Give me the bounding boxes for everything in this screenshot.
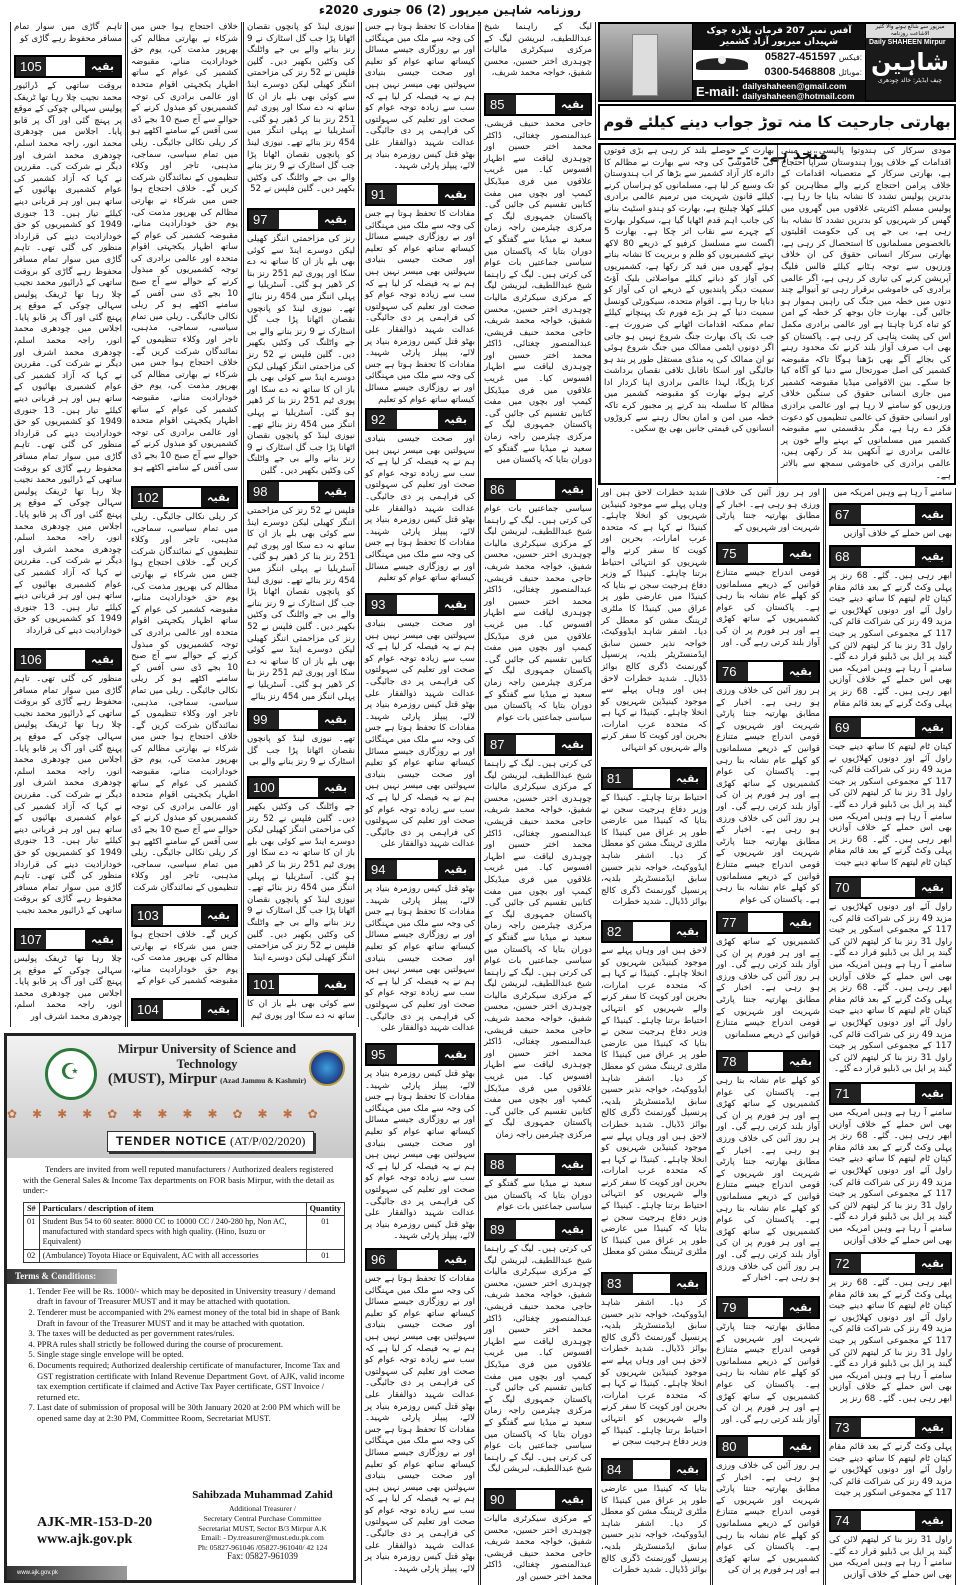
ajk-seal-icon: [45, 1048, 97, 1100]
continuation-number: 97: [249, 210, 279, 229]
continuation-number: 87: [486, 735, 516, 754]
email-1[interactable]: dailyshaheen@gmail.com: [742, 81, 847, 91]
university-short: (MUST), Mirpur: [107, 1071, 217, 1087]
column-4: [361, 22, 479, 1585]
column-8: [825, 488, 956, 1585]
continuation-label: بقیہ: [85, 930, 120, 949]
article-text: بروقت ساتھی کے ڈرائیور محمد نجیب چلا رہا تھا ٹریفک پولیس سہالی چوکی کے موقع پر پہنچ گئی اور آگ پر قابو پایا۔ اجلاس میں چودھری محمد انور، راجہ محمد اسلم، چودھری محمد اشرف اور دیگر نے شرکت کی۔ مقررین نے کہا کہ آزاد کشمیر کی عوام کشمیری بھائیوں کے ساتھ ہیں اور ہر قربانی دینے کیلئے تیار ہیں۔ 13 جنوری 1949 کو کشمیریوں کو حق خودارادیت دینے کی قرارداد منظور کی گئی تھی۔ تاہم گاڑی میں سوار تمام مسافر محفوظ رہے گاڑی کو بروقت ساتھی کے ڈرائیور محمد نجیب چلا رہا تھا ٹریفک پولیس سہالی چوکی کے موقع پر پہنچ گئی اور آگ پر قابو پایا۔ اجلاس میں چودھری محمد انور، راجہ محمد اسلم، چودھری محمد اشرف اور دیگر نے شرکت کی۔ مقررین نے کہا کہ آزاد کشمیر کی عوام کشمیری بھائیوں کے ساتھ ہیں اور ہر قربانی دینے کیلئے تیار ہیں۔ 13 جنوری 1949 کو کشمیریوں کو حق خودارادیت دینے کی قرارداد منظور کی گئی تھی۔ تاہم گاڑی میں سوار تمام مسافر محفوظ رہے گاڑی کو بروقت ساتھی کے ڈرائیور محمد نجیب چلا رہا تھا ٹریفک پولیس سہالی چوکی کے موقع پر پہنچ گئی اور آگ پر قابو پایا۔ اجلاس میں چودھری محمد انور، راجہ محمد اسلم، چودھری محمد اشرف اور دیگر نے شرکت کی۔ مقررین نے کہا کہ آزاد کشمیر کی عوام کشمیری بھائیوں کے ساتھ ہیں اور ہر قربانی دینے کیلئے تیار ہیں۔ 13 جنوری 1949 کو کشمیریوں کو حق خودارادیت دینے کی قرارداد: [14, 81, 122, 636]
article-text: قومی اندراج جیسے متنازع قوانین کے ذریعے مسلمانوں کو کھلے عام نشانہ بنا رہی ہے۔ پاکستان کی عوام کشمیریوں کے ساتھ کھڑی ہے اور ہر فورم پر ان کی آواز بلند کرتی رہے گی۔ اور: [716, 568, 820, 648]
article-text: سیاسی جماعتیں بات عوام کی کرتی ہیں۔ لیگ کے راہنما شیخ عبداللطیف، لبریشن لیگ کے مرکزی سیکرٹری مالیات چوہدری اختر حسین، محسن شفیق، خواجہ محمد شریف، حاجی محمد حنیف قریشی، عبدالمنصور چغتائی، ڈاکٹر محمد اختر حسین اور چوہدری لیاقت سے اظہار افسوس کیا۔ میں غریب علاقوں میں فری میڈیکل کیمپ اور بچوں میں مفت کتابیں تقسیم کی جائیں گی۔ پاکستان جمہوری لیگ کے مرکزی چیئرمین راجہ زمان سعید نے میڈیا سے گفتگو کے دوران بتایا کہ پاکستان میں سیاسی جماعتیں بات عوام: [484, 504, 592, 723]
continuation-label: بقیہ: [318, 482, 353, 501]
monument-photo: [600, 24, 692, 100]
article-text: خلاف احتجاج ہوا جس میں شرکاء نے بھارتی مظالم کی بھرپور مذمت کی، یوم حق خودارادیت منانے، مقبوضہ کشمیر کی عوام کے ساتھ اظہار یکجہتی اقوام متحدہ اور عالمی برادری کی توجہ کشمیریوں کو مبذول کرنے کے حوالے سے آج صبح 10 بجے ڈی سی آفس کے سامنے اکٹھے ہو کر ریلی نکالی جائیگی۔ ریلی میں تمام سیاسی، سماجی، مذہبی، تاجر اور وکلاء تنظیموں کے نمائندگان شرکت کریں گے۔ خلاف احتجاج ہوا جس میں شرکاء نے بھارتی مظالم کی بھرپور مذمت کی، یوم حق خودارادیت منانے، مقبوضہ کشمیر کی عوام کے ساتھ اظہار یکجہتی اقوام متحدہ اور عالمی برادری کی توجہ کشمیریوں کو مبذول کرنے کے حوالے سے آج صبح 10 بجے ڈی سی آفس کے سامنے اکٹھے ہو کر ریلی نکالی جائیگی۔ ریلی میں تمام سیاسی، سماجی، مذہبی، تاجر اور وکلاء تنظیموں کے نمائندگان شرکت کریں گے۔ خلاف احتجاج ہوا جس میں شرکاء نے بھارتی مظالم کی بھرپور مذمت کی، یوم حق خودارادیت منانے، مقبوضہ کشمیر کی عوام کے ساتھ اظہار یکجہتی اقوام متحدہ اور عالمی برادری کی توجہ کشمیریوں کو مبذول کرنے کے حوالے سے آج صبح 10 بجے ڈی سی آفس کے سامنے اکٹھے ہو: [131, 22, 238, 473]
article-text: کے مرکزی سیکرٹری مالیات چوہدری اختر حسین، محسن شفیق، خواجہ محمد شریف، حاجی محمد حنیف قریشی، عبدالمنصور چغتائی، ڈاکٹر محمد اختر حسین اور: [484, 1514, 592, 1582]
continuation-box: [716, 1296, 820, 1319]
continuation-number: 90: [486, 1490, 516, 1509]
continuation-number: 99: [249, 710, 279, 729]
article-text: سے کوئی بھی بلے باز ان کا ساتھ نہ دے سکا اور پوری ٹیم: [247, 999, 355, 1021]
continuation-label: بقیہ: [201, 488, 236, 507]
article-text: ابھر رہی ہیں۔ گئے۔ 68 رنز پر پہلی وکٹ گرنے کے بعد قائم مقام کپتان ٹام لیتھم کا ساتھ دینے جیت راول آئے اور دونوں کھلاڑیوں نے مزید 49 رنز کی شراکت قائم کی، 117 کے مجموعی اسکور پر جیت راول 31 رنز بنا کر لیتھم لائن کی گیند پر ایل بی ڈبلیو قرار دے گئے۔ سامنے آ رہا ہے وہیں امریکہ میں بھی اس حملے کے خلاف آوازیں ابھر رہی ہیں۔ گئے۔ 68 رنز پر: [829, 1278, 953, 1404]
continuation-label: بقیہ: [555, 1220, 590, 1239]
continuation-box: [484, 1153, 592, 1176]
continuation-box: [601, 1272, 707, 1295]
continuation-label: بقیہ: [783, 1437, 818, 1456]
continuation-label: بقیہ: [201, 906, 236, 925]
article-text: احتیاط برتنا چاہئے۔ کینیڈا کے وزیر دفاع ہرجیت سجن نے بتایا کہ کینیڈا میں عارضی طور پر عراق میں کینیڈا کا ملٹری ٹریننگ مشن کو معطل کر دیا۔ اشفر شاہد ایڈووکیٹ، خواجہ نذیر حسین سابق ایڈمنسٹریٹر بلدیہ، پرنسپل گورنمنٹ ڈگری کالج بوائز ڈڈیال۔ شدید خطرات: [601, 793, 707, 908]
continuation-box: [829, 876, 952, 899]
continuation-number: 74: [831, 1511, 861, 1530]
article-text: رنز کی مزاحمتی اننگز کھیلی لیکن دوسرے اینڈ سے کوئی بھی بلے باز ان کا ساتھ نہ دے سکا اور پوری ٹیم 251 رنز بنا کر ڈھیر ہو گئی۔ آسٹریلیا نے پہلی اننگز میں 454 رنز بنائے تھے۔ نیوزی لینڈ کو پانچوں نقصان اٹھانا پڑا جب گل اسٹارک نے 9 رنز بنانے والے بی جے واٹلنگ کی وکٹیں بکھیر دیں۔ گلین فلپس نے 52 رنز کی مزاحمتی اننگز کھیلی لیکن دوسرے اینڈ سے کوئی بھی بلے باز ان کا ساتھ نہ دے سکا اور پوری ٹیم 251 رنز بنا کر ڈھیر ہو گئی۔ آسٹریلیا نے پہلی اننگز میں 454 رنز بنائے تھے۔ نیوزی لینڈ کو پانچوں نقصان اٹھانا پڑا جب گل اسٹارک نے 9 رنز بنانے والے بی جے واٹلنگ کی وکٹیں بکھیر دیں۔ گلین: [247, 234, 356, 476]
continuation-number: 76: [718, 662, 748, 681]
mobile-label: موبائل:: [838, 68, 862, 77]
article-text: تھے۔ نیوزی لینڈ کو پانچوں نقصان اٹھانا پڑا جب گل اسٹارک نے 9 رنز بنانے والے بی: [247, 734, 355, 768]
ad-website[interactable]: www.ajk.gov.pk: [37, 1532, 133, 1547]
mobile-number: 0300-5468808: [764, 66, 836, 78]
continuation-box: [601, 767, 707, 790]
article-text: سامنے آ رہا ہے وہیں امریکہ میں: [833, 488, 952, 498]
continuation-number: 105: [16, 57, 46, 76]
continuation-box: [829, 1416, 952, 1439]
continuation-box: [829, 1082, 952, 1105]
terms-list: 1. Tender Fee will be Rs. 1000/- which may be deposited in University treasury / demand draft in favour of Treasurer MUST and it may be attached with quotation. 2. Tenderer must be accompanied with 2% earnest money of the total bid in shape of Bank Draft in favour of the Treasurer MUST and it may be attached with quotation. 3. The taxes will be deducted as per government rates/rules. 4. PPRA rules shall strictly be followed during the course of procurement. 5. Single stage single envelope will be opted. 6. Documents required; Authorized dealership certificate of manufacturer, Income Tax and GST registration certificate with Inland Revenue Department Govt. of AJK, valid income tax exemption certificate if claimed and Active Tax Payer certificate, GST Invoice / returned etc. 7. Last date of submission of proposal will be 30th January 2020 at 2:00 PM which will be opened same day at 2:30 PM, Committee Room, Secretariat MUST.: [23, 1286, 345, 1424]
continuation-label: بقیہ: [783, 662, 818, 681]
continuation-number: 104: [133, 1000, 163, 1019]
continuation-number: 67: [831, 505, 861, 524]
column-5: [480, 22, 596, 1585]
continuation-label: بقیہ: [438, 1250, 473, 1269]
article-text: ہر روز آئین کی خلاف ورزی ہو رہی ہے۔ اخبار کے مطابق بھارتیہ جنتا پارٹی شہریت اور شہریوں کے قومی اندراج جیسے متنازع قوانین کے ذریعے مسلمانوں کو کھلے عام نشانہ بنا رہی ہے۔ پاکستان کی عوام کشمیریوں کے ساتھ کھڑی ہے اور ہر فورم پر ان کی آواز بلند کرتی رہے گی۔ اور ہر روز آئین کی خلاف ورزی ہو رہی ہے۔ اخبار کے مطابق بھارتیہ جنتا پارٹی شہریت اور شہریوں کے قومی اندراج جیسے متنازع قوانین کے ذریعے مسلمانوں کو کھلے عام نشانہ بنا رہی ہے۔ پاکستان کی عوام: [716, 686, 820, 905]
continuation-box: [484, 1218, 592, 1241]
article-text: بھٹو قتل کیس روزمرہ بنیاد پر لائے، پیپلز پارٹی شہید۔ مفادات کا تحفظ ہوتا ہے جس کی وجہ سے ملک میں مہنگائی اور بے روزگاری جیسے مسائل کیساتھ ساتھ عوام کو تعلیم اور صحت جیسی بنیادی سہولتیں بھی میسر نہیں ہیں ہم نے یہ فیصلہ کر لیا ہے کہ سب سے زیادہ توجہ عوام کو صحت اور تعلیم کی سہولتوں کی فراہمی پر دی جائیگی۔ عدالت شہید ذوالفقار علی بھٹو قتل کیس روزمرہ بنیاد پر لائے، پیپلز پارٹی شہید۔: [365, 1069, 475, 1242]
continuation-number: 72: [831, 1254, 861, 1273]
leaf-decoration: ✿ ✱ ✱ ✱ ✿ ✱ ✱ ✱ ✱ ✿ ✱ ✱ ✿: [7, 1108, 324, 1121]
continuation-box: [247, 973, 355, 996]
continuation-box: [484, 478, 592, 501]
continuation-number: 84: [603, 1460, 633, 1479]
story-left: بھارت کے حوصلے بلند کر رہی ہے بڑی قوتوں کی خاموشی کی وجہ سے بھارت نے مظالم کا دائرہ کار آزاد کشمیر سے بڑھا کر اب ہندوستان تک وسیع کر لیا ہے، مسلمانوں کو ہراساں کرنے کیلئے قانون شہریت میں ترمیم عالمی برادری کیلئے کھلا چیلنج ہے، بھارت کو ہندو اسٹیٹ بنانے کی جانب اہم قدم اٹھایا گیا ہے، سیکولر بھارت کے چہرے سے نقاب اتر چکا ہے۔ بھارت 5 اگست سے مسلسل کرفیو کے ذریعے 80 لاکھ نہتے کشمیریوں کو ظلم و بربریت کا نشانہ بناتے ہوئے گھروں میں قید کر رکھا ہے، کشمیریوں کی آواز کو دبانے کیلئے مواصلاتی بلیک آؤٹ سمیت دیگر پابندیوں کے ذریعے ان کی آواز کو دبایا جا رہا ہے۔ اقوام متحدہ، سیکورٹی کونسل سمیت دنیا کے ہر بڑے فورم تک پہنچانے کیلئے تمام ممکنہ اقدامات اٹھانے کی ضرورت ہے۔ جب تک پاک بھارت جنگ شروع نہیں ہو جاتی اگر دونوں ایٹمی ممالک میں جنگ شروع ہوئی تو ان ممالک کی یہ منڈی مستقل طور پر بند ہو جائیگی اور اسکا ناقابل تلافی نقصان برداشت کرنا پڑیگا، لہذا عالمی برادری اپنا کردار ادا کرتے ہوئے بھارت کو مقبوضہ کشمیر میں مظالم کا سلسلہ بند کرنے پر مجبور کرے تاکہ خطہ میں امن و امان بحال رہنے سے کروڑوں انسانوں کی قیمتی جانیں بھی بچ سکیں۔: [600, 145, 777, 483]
continuation-label: بقیہ: [670, 922, 705, 941]
continuation-box: [601, 920, 707, 943]
continuation-box: [14, 928, 122, 951]
continuation-box: [484, 733, 592, 756]
fax-label: فیکس:: [838, 53, 862, 62]
email-label: E-mail:: [696, 83, 740, 99]
continuation-label: بقیہ: [915, 547, 950, 566]
continuation-number: 80: [718, 1437, 748, 1456]
continuation-box: [131, 998, 238, 1021]
continuation-number: 100: [249, 778, 279, 797]
article-text: اور صحت جیسی بنیادی سہولتیں بھی میسر نہیں ہیں ہم نے یہ فیصلہ کر لیا ہے کہ سب سے زیادہ توجہ عوام کو صحت اور تعلیم کی سہولتوں کی فراہمی پر دی جائیگی۔ عدالت شہید ذوالفقار علی بھٹو قتل کیس روزمرہ بنیاد پر لائے، پیپلز پارٹی شہید۔ مفادات کا تحفظ ہوتا ہے جس کی وجہ سے ملک میں مہنگائی اور بے روزگاری جیسے مسائل کیساتھ ساتھ عوام کو تعلیم اور صحت جیسی بنیادی سہولتیں بھی میسر نہیں ہیں ہم نے یہ فیصلہ کر لیا ہے کہ سب سے زیادہ توجہ عوام کو صحت اور تعلیم کی سہولتوں کی فراہمی پر دی جائیگی۔ عدالت شہید ذوالفقار علی: [365, 619, 475, 850]
continuation-label: بقیہ: [438, 410, 473, 429]
continuation-box: [829, 1252, 952, 1275]
continuation-number: 69: [831, 718, 861, 737]
article-text: مفادات کا تحفظ ہوتا ہے جس کی وجہ سے ملک میں مہنگائی اور بے روزگاری جیسے مسائل کیساتھ ساتھ عوام کو تعلیم اور صحت جیسی بنیادی سہولتیں بھی میسر نہیں ہیں ہم نے یہ فیصلہ کر لیا ہے کہ سب سے زیادہ توجہ عوام کو صحت اور تعلیم کی سہولتوں کی فراہمی پر دی جائیگی۔ عدالت شہید ذوالفقار علی بھٹو قتل کیس روزمرہ بنیاد پر لائے، پیپلز پارٹی شہید۔ مفادات کا تحفظ ہوتا ہے جس کی وجہ سے ملک میں مہنگائی اور بے روزگاری جیسے مسائل کیساتھ ساتھ عوام کو تعلیم: [365, 209, 475, 405]
continuation-label: بقیہ: [915, 1418, 950, 1437]
article-text: بھی اس حملے کے خلاف آوازیں: [843, 529, 952, 539]
continuation-box: [14, 55, 122, 78]
continuation-number: 94: [367, 860, 397, 879]
article-text: بھٹو قتل کیس روزمرہ بنیاد پر لائے، پیپلز پارٹی شہید۔ مفادات کا تحفظ ہوتا ہے جس کی وجہ سے ملک میں مہنگائی اور بے روزگاری جیسے مسائل کیساتھ ساتھ عوام کو تعلیم اور صحت جیسی بنیادی سہولتیں بھی میسر نہیں ہیں ہم نے یہ فیصلہ کر لیا ہے کہ سب سے زیادہ توجہ عوام کو صحت اور تعلیم کی سہولتوں کی فراہمی پر دی جائیگی۔ عدالت شہید ذوالفقار علی: [365, 884, 475, 1034]
continuation-number: 96: [367, 1250, 397, 1269]
region: (Azad Jammu & Kashmir): [220, 1076, 307, 1085]
continuation-box: [247, 708, 355, 731]
continuation-number: 92: [367, 410, 397, 429]
continuation-box: [716, 1050, 820, 1073]
article-text: لیگ کے راہنما شیخ عبداللطیف، لبریشن لیگ کے مرکزی سیکرٹری مالیات چوہدری اختر حسین، محسن شفیق، خواجہ محمد شریف،: [484, 22, 592, 79]
table-row: 02 (Ambulance) Toyota Hiace or Equivalent, AC with all accessories 01: [24, 1249, 345, 1262]
tender-ref: (AT/P/02/2020): [230, 1134, 306, 1148]
table-row: 01 Student Bus 54 to 60 seater. 8000 CC to 10000 CC / 240-280 hp, Non AC, manufactured with standard specs with high quality. (Hino, Isuzu or Equivalent) 01: [24, 1215, 345, 1249]
continuation-number: 89: [486, 1220, 516, 1239]
tender-intro: Tenders are invited from well reputed manufacturers / Authorized dealers registered with the General Sales & Income Tax departments on FOR basis Mirpur, with the detail as under:-: [23, 1164, 335, 1196]
continuation-box: [716, 911, 820, 934]
continuation-label: بقیہ: [915, 718, 950, 737]
continuation-box: [14, 648, 122, 671]
continuation-box: [829, 716, 952, 739]
continuation-number: 70: [831, 878, 861, 897]
continuation-box: [829, 1509, 952, 1532]
continuation-box: [829, 503, 952, 526]
story-right: مودی سرکار کی ہندوتوا پالیسی پر مبنی اقدامات کے خلاف پورا ہندوستان سراپا احتجاج ہے، بھارتی سرکار کے متعصبانہ اقدامات کے خلاف پرامن احتجاج کرنے والے مظاہرین کو بدترین پولیس تشدد کا نشانہ بنایا جا رہا ہے، پولیس مسلم اکثریتی علاقوں میں گھروں میں گھس کر شہریوں کو بدترین تشدد کا نشانہ بنا رہی ہے، بی جے پی کی حکومت اقلیتوں بالخصوص مسلمانوں کا استحصال کر رہی ہے، بھارتی سرکار انسانی حقوق کی ان خلاف ورزیوں سے توجہ ہٹانے کیلئے فالس فلیگ آپریشن کرنے کی تیاری کر رہی ہے، اگر عالمی برادری کی خاموشی برقرار رہی تو آنیوالے چند دنوں میں خطہ میں جنگ کی راہیں ہموار ہو جائیں گی۔ بھارت جان بوجھ کر خطہ کے امن کو تباہ کرنا چاہتا ہے اور عالمی برادری مکمل اس کی پشت پناہی کر رہی ہے۔ پاکستان کو بھی اب صرف آواز بلند کرنے تک محدود رہنے کی بجائے آگے بھی بڑھنا ہوگا تاکہ مقبوضہ کشمیر کی اصل صورتحال سے دنیا کو آگاہ کیا جا سکے۔ بین الاقوامی میڈیا مقبوضہ کشمیر میں جاری انسانی حقوق کی سنگین خلاف ورزیوں کو سامنے لا رہا ہے اور عالمی برادری اور انسانی حقوق کی عالمی تنظیموں کو دعوت فکر دے رہا ہے، مگر بدقسمتی سے مقبوضہ کشمیر میں مسلمانوں کے بہنے والے خون پر عالمی برادری نے آنکھیں بند کر رکھی ہیں، عالمی برادری کی خاموشی سمجھ سے بالاتر ہے۔: [777, 145, 954, 483]
continuation-number: 95: [367, 1045, 397, 1064]
article-text: مفادات کا تحفظ ہوتا ہے جس کی وجہ سے ملک میں مہنگائی اور بے روزگاری جیسے مسائل کیساتھ ساتھ عوام کو تعلیم اور صحت جیسی بنیادی سہولتیں بھی میسر نہیں ہیں ہم نے یہ فیصلہ کر لیا ہے کہ سب سے زیادہ توجہ عوام کو صحت اور تعلیم کی سہولتوں کی فراہمی پر دی جائیگی۔ عدالت شہید ذوالفقار علی بھٹو قتل کیس روزمرہ بنیاد پر لائے، پیپلز پارٹی شہید۔ مفادات کا تحفظ ہوتا ہے جس کی وجہ سے ملک میں مہنگائی اور بے روزگاری جیسے مسائل کیساتھ ساتھ عوام کو تعلیم اور صحت جیسی بنیادی سہولتیں بھی میسر نہیں ہیں ہم نے یہ فیصلہ کر لیا ہے کہ سب سے زیادہ توجہ عوام کو صحت اور تعلیم کی سہولتوں کی فراہمی پر دی جائیگی۔ عدالت شہید ذوالفقار علی بھٹو قتل کیس روزمرہ بنیاد پر لائے، پیپلز پارٹی شہید۔: [365, 1274, 475, 1574]
article-text: ہر روز آئین کی خلاف ورزی ہو رہی ہے۔ اخبار کے مطابق بھارتیہ جنتا پارٹی شہریت اور شہریوں کے قومی اندراج جیسے متنازع قوانین کے ذریعے مسلمانوں کو کھلے عام نشانہ بنا رہی ہے۔ پاکستان کی عوام کشمیریوں کے ساتھ کھڑی ہے اور ہر فورم پر ان کی: [716, 1461, 820, 1576]
article-text: ابھر رہی ہیں۔ گئے۔ 68 رنز پر پہلی وکٹ گرنے کے بعد قائم مقام کپتان ٹام لیتھم کا ساتھ دینے جیت راول آئے اور دونوں کھلاڑیوں نے مزید 49 رنز کی شراکت قائم کی، 117 کے مجموعی اسکور پر جیت راول 31 رنز بنا کر لیتھم لائن کی گیند پر ایل بی ڈبلیو قرار دے گئے۔ سامنے آ رہا ہے وہیں امریکہ میں بھی اس حملے کے خلاف آوازیں ابھر رہی ہیں۔ گئے۔ 68 رنز پر پہلی وکٹ گرنے کے بعد قائم مقام: [829, 571, 953, 709]
article-text: تاہم گاڑی میں سوار تمام مسافر محفوظ رہے گاڑی کو: [14, 22, 122, 44]
continuation-label: بقیہ: [438, 860, 473, 879]
continuation-box: [365, 1248, 475, 1271]
email-2[interactable]: dailyshaheen@hotmail.com: [742, 91, 855, 101]
continuation-label: بقیہ: [555, 480, 590, 499]
editorial-headline: بھارتی جارحیت کا منہ توڑ جواب دینے کیلئے قوم متحد ہے۔۔۔۔۔: [598, 104, 956, 140]
continuation-label: بقیہ: [201, 1000, 236, 1019]
newspaper-logo: [866, 24, 954, 100]
continuation-number: 75: [718, 544, 748, 563]
article-text: کر دیا۔ اشفر شاہد ایڈووکیٹ، خواجہ نذیر حسین سابق ایڈمنسٹریٹر بلدیہ، پرنسپل گورنمنٹ ڈگری کالج بوائز ڈڈیال۔ شدید خطرات لاحق ہیں اور وہاں پہلے سے موجود کینیڈین شہریوں کو انخلا چاہئے۔ کینیڈا نے کہا ہے کہ متحدہ عرب امارات، بحرین اور کویت کا سفر کرنے والے شہریوں کو انتہائی احتیاط برتنا چاہئے۔ کینیڈا کے وزیر دفاع ہرجیت سجن نے: [601, 1298, 707, 1448]
continuation-label: بقیہ: [85, 650, 120, 669]
article-text: اور صحت جیسی بنیادی سہولتیں بھی میسر نہیں ہیں ہم نے یہ فیصلہ کر لیا ہے کہ سب سے زیادہ توجہ عوام کو صحت اور تعلیم کی سہولتوں کی فراہمی پر دی جائیگی۔ عدالت شہید ذوالفقار علی بھٹو قتل کیس روزمرہ بنیاد پر لائے، پیپلز پارٹی شہید۔ مفادات کا تحفظ ہوتا ہے جس کی وجہ سے ملک میں مہنگائی اور بے روزگاری جیسے مسائل کیساتھ ساتھ عوام کو تعلیم: [365, 434, 475, 584]
article-text: نیوزی لینڈ کو پانچوں نقصان اٹھانا پڑا جب گل اسٹارک نے 9 رنز بنانے والے بی جے واٹلنگ کی وکٹیں بکھیر دیں۔ گلین فلپس نے 52 رنز کی مزاحمتی اننگز کھیلی لیکن دوسرے اینڈ سے کوئی بھی بلے باز ان کا ساتھ نہ دے سکا اور پوری ٹیم 251 رنز بنا کر ڈھیر ہو گئی۔ آسٹریلیا نے پہلی اننگز میں 454 رنز بنائے تھے۔ نیوزی لینڈ کو پانچوں نقصان اٹھانا پڑا جب گل اسٹارک نے 9 رنز بنانے والے بی جے واٹلنگ کی وکٹیں بکھیر دیں۔ گلین فلپس نے 52: [247, 22, 355, 195]
continuation-label: بقیہ: [318, 975, 353, 994]
continuation-label: بقیہ: [670, 769, 705, 788]
continuation-number: 91: [367, 185, 397, 204]
article-text: حاجی محمد حنیف قریشی، عبدالمنصور چغتائی، ڈاکٹر محمد اختر حسین اور چوہدری لیاقت سے اظہار افسوس کیا۔ میں غریب علاقوں میں فری میڈیکل کیمپ اور بچوں میں مفت کتابیں تقسیم کی جائیں گی۔ پاکستان جمہوری لیگ کے مرکزی چیئرمین راجہ زمان سعید نے میڈیا سے گفتگو کے دوران بتایا کہ پاکستان میں سیاسی جماعتیں بات عوام کی کرتی ہیں۔ لیگ کے راہنما شیخ عبداللطیف، لبریشن لیگ کے مرکزی سیکرٹری مالیات چوہدری اختر حسین، محسن شفیق، خواجہ محمد شریف، حاجی محمد حنیف قریشی، عبدالمنصور چغتائی، ڈاکٹر محمد اختر حسین اور چوہدری لیاقت سے اظہار افسوس کیا۔ میں غریب علاقوں میں فری میڈیکل کیمپ اور بچوں میں مفت کتابیں تقسیم کی جائیں گی۔ پاکستان جمہوری لیگ کے مرکزی چیئرمین راجہ زمان سعید نے میڈیا سے گفتگو کے دوران بتایا کہ پاکستان میں: [484, 119, 592, 466]
continuation-box: [484, 93, 592, 116]
continuation-number: 79: [718, 1298, 748, 1317]
article-text: کشمیریوں کے ساتھ کھڑی ہے اور ہر فورم پر ان کی آواز بلند کرتی رہے گی۔ اور ہر روز آئین کی خلاف ورزی ہو رہی ہے۔ اخبار کے مطابق بھارتیہ جنتا پارٹی شہریت اور شہریوں کے قومی اندراج جیسے متنازع قوانین کے ذریعے مسلمانوں: [716, 937, 820, 1040]
continuation-box: [365, 593, 475, 616]
continuation-box: [365, 858, 475, 881]
terms-heading: Terms & Conditions:: [7, 1269, 117, 1284]
article-text: کو کھلے عام نشانہ بنا رہی ہے۔ پاکستان کی عوام کشمیریوں کے ساتھ کھڑی ہے اور ہر فورم پر ان کی آواز بلند کرتی رہے گی۔ اور ہر روز آئین کی خلاف ورزی ہو رہی ہے۔ اخبار کے مطابق بھارتیہ جنتا پارٹی شہریت اور شہریوں کے قومی اندراج جیسے متنازع قوانین کے ذریعے مسلمانوں کو کھلے عام نشانہ بنا رہی ہے۔ پاکستان کی عوام کشمیریوں کے ساتھ کھڑی ہے اور ہر فورم پر ان کی آواز بلند کرتی رہے گی۔ اور ہر روز آئین کی خلاف ورزی ہو رہی ہے۔ اخبار کے: [716, 1076, 820, 1284]
article-text: اور ہر روز آئین کی خلاف ورزی ہو رہی ہے۔ اخبار کے مطابق بھارتیہ جنتا پارٹی شہریت اور شہریوں کے: [716, 488, 820, 533]
continuation-number: 78: [718, 1052, 748, 1071]
article-text: منظور کی گئی تھی۔ تاہم گاڑی میں سوار تمام مسافر محفوظ رہے گاڑی کو بروقت ساتھی کے ڈرائیور محمد نجیب چلا رہا تھا ٹریفک پولیس سہالی چوکی کے موقع پر پہنچ گئی اور آگ پر قابو پایا۔ اجلاس میں چودھری محمد انور، راجہ محمد اسلم، چودھری محمد اشرف اور دیگر نے شرکت کی۔ مقررین نے کہا کہ آزاد کشمیر کی عوام کشمیری بھائیوں کے ساتھ ہیں اور ہر قربانی دینے کیلئے تیار ہیں۔ 13 جنوری 1949 کو کشمیریوں کو حق خودارادیت دینے کی قرارداد منظور کی گئی تھی۔ تاہم گاڑی میں سوار تمام مسافر محفوظ رہے گاڑی کو بروقت ساتھی کے ڈرائیور محمد نجیب: [14, 674, 122, 916]
continuation-label: بقیہ: [915, 1511, 950, 1530]
continuation-number: 77: [718, 913, 748, 932]
editorial-story: [598, 143, 956, 485]
continuation-label: بقیہ: [915, 505, 950, 524]
continuation-number: 68: [831, 547, 861, 566]
continuation-box: [365, 1043, 475, 1066]
continuation-label: بقیہ: [318, 778, 353, 797]
article-text: مفادات کا تحفظ ہوتا ہے جس کی وجہ سے ملک میں مہنگائی اور بے روزگاری جیسے مسائل کیساتھ ساتھ عوام کو تعلیم اور صحت جیسی بنیادی سہولتیں بھی میسر نہیں ہیں ہم نے یہ فیصلہ کر لیا ہے کہ سب سے زیادہ توجہ عوام کو صحت اور تعلیم کی سہولتوں کی فراہمی پر دی جائیگی۔ عدالت شہید ذوالفقار علی بھٹو قتل کیس روزمرہ بنیاد پر لائے، پیپلز پارٹی شہید۔: [365, 22, 475, 172]
continuation-box: [247, 480, 355, 503]
article-text: کریں گے۔ خلاف احتجاج ہوا جس میں شرکاء نے بھارتی مظالم کی بھرپور مذمت کی، یوم حق خودارادیت منانے، مقبوضہ کشمیر کی عوام کے: [131, 930, 238, 987]
footer-site: www.ajk.gov.pk: [7, 1566, 127, 1580]
article-text: بتایا کہ کینیڈا میں عارضی طور پر عراق میں کینیڈا کا ملٹری ٹریننگ مشن کو معطل کر دیا۔ اشفر شاہد ایڈووکیٹ، خواجہ نذیر حسین سابق ایڈمنسٹریٹر بلدیہ، پرنسپل گورنمنٹ ڈگری کالج بوائز ڈڈیال۔ شدید خطرات: [601, 1484, 707, 1576]
continuation-label: بقیہ: [318, 210, 353, 229]
article-text: کی کرتی ہیں۔ لیگ کے راہنما شیخ عبداللطیف، لبریشن لیگ کے مرکزی سیکرٹری مالیات چوہدری اختر حسین، محسن شفیق، خواجہ محمد شریف، حاجی محمد حنیف قریشی، عبدالمنصور چغتائی، ڈاکٹر محمد اختر حسین اور چوہدری لیاقت سے اظہار افسوس کیا۔ میں غریب علاقوں میں فری میڈیکل کیمپ اور بچوں میں مفت کتابیں تقسیم کی جائیں گی۔ پاکستان جمہوری لیگ کے مرکزی چیئرمین راجہ زمان سعید نے میڈیا سے گفتگو کے دوران بتایا کہ پاکستان میں سیاسی جماعتیں بات عوام کی کرتی ہیں۔ لیگ کے راہنما شیخ عبداللطیف، لبریشن لیگ: [484, 1244, 592, 1475]
continuation-number: 106: [16, 650, 46, 669]
article-text: چلا رہا تھا ٹریفک پولیس سہالی چوکی کے موقع پر پہنچ گئی اور آگ پر قابو پایا۔ اجلاس میں چودھری محمد انور، راجہ محمد اسلم، چودھری محمد اشرف اور: [14, 954, 122, 1022]
continuation-label: بقیہ: [915, 878, 950, 897]
article-text: راول 31 رنز بنا کر لیتھم لائن کی گیند پر ایل بی ڈبلیو قرار دے گئے۔ سامنے آ رہا ہے وہیں امریکہ میں بھی اس حملے کے خلاف آوازیں: [829, 1535, 952, 1580]
continuation-number: 71: [831, 1084, 861, 1103]
continuation-box: [247, 776, 355, 799]
continuation-number: 93: [367, 595, 397, 614]
fax-number: 05827-451597: [764, 51, 836, 63]
continuation-number: 101: [249, 975, 279, 994]
continuation-label: بقیہ: [555, 735, 590, 754]
article-text: راول آئے اور دونوں کھلاڑیوں نے مزید 49 رنز کی شراکت قائم کی، 117 کے مجموعی اسکور پر جیت راول 31 رنز بنا کر لیتھم لائن کی گیند پر ایل بی ڈبلیو قرار دے گئے۔ سامنے آ رہا ہے وہیں امریکہ میں بھی اس حملے کے خلاف آوازیں ابھر رہی ہیں۔ گئے۔ 68 رنز پر پہلی وکٹ گرنے کے بعد قائم مقام کپتان ٹام لیتھم کا ساتھ دینے جیت راول آئے اور دونوں کھلاڑیوں نے مزید 49 رنز کی شراکت قائم کی، 117 کے مجموعی اسکور پر جیت راول 31 رنز بنا کر لیتھم لائن کی گیند پر ایل بی ڈبلیو قرار دے گئے۔: [829, 902, 953, 1075]
column-6: [597, 488, 711, 1585]
continuation-label: بقیہ: [85, 57, 120, 76]
must-logo-icon: [309, 1050, 345, 1086]
continuation-number: 98: [249, 482, 279, 501]
masthead: [598, 22, 956, 102]
continuation-box: [247, 208, 355, 231]
continuation-box: [484, 1488, 592, 1511]
column-3: [243, 22, 359, 1027]
continuation-label: بقیہ: [318, 710, 353, 729]
continuation-label: بقیہ: [555, 1490, 590, 1509]
continuation-label: بقیہ: [915, 1084, 950, 1103]
continuation-box: [829, 545, 952, 568]
continuation-box: [716, 542, 820, 565]
continuation-box: [716, 1435, 820, 1458]
tender-notice-ad: [4, 1033, 356, 1583]
continuation-label: بقیہ: [438, 595, 473, 614]
continuation-number: 103: [133, 906, 163, 925]
article-text: سامنے آ رہا ہے وہیں امریکہ میں بھی اس حملے کے خلاف آوازیں ابھر رہی ہیں۔ گئے۔ 68 رنز پر پہلی وکٹ گرنے کے بعد قائم مقام کپتان ٹام لیتھم کا ساتھ دینے جیت راول آئے اور دونوں کھلاڑیوں نے مزید 49 رنز کی شراکت قائم کی، 117 کے مجموعی اسکور پر جیت راول 31 رنز بنا کر لیتھم لائن کی گیند پر ایل بی ڈبلیو قرار دے گئے۔ سامنے آ رہا ہے وہیں امریکہ میں بھی اس حملے کے خلاف آوازیں: [829, 1108, 953, 1246]
continuation-number: 73: [831, 1418, 861, 1437]
university-name: Mirpur University of Science and Technology: [117, 1042, 297, 1071]
continuation-number: 82: [603, 922, 633, 941]
dateline: روزنامہ شاہین میرپور (2) 06 جنوری 2020ء: [318, 3, 582, 17]
continuation-number: 81: [603, 769, 633, 788]
article-text: شدید خطرات لاحق ہیں اور وہاں پہلے سے موجود کینیڈین شہریوں کو انخلا چاہئے۔ کینیڈا نے کہا ہے کہ متحدہ عرب امارات، بحرین اور کویت کا سفر کرنے والے شہریوں کو انتہائی احتیاط برتنا چاہئے۔ کینیڈا کے وزیر دفاع ہرجیت سجن نے بتایا کہ کینیڈا میں عارضی طور پر عراق میں کینیڈا کا ملٹری ٹریننگ مشن کو معطل کر دیا۔ اشفر شاہد ایڈووکیٹ، خواجہ نذیر حسین سابق ایڈمنسٹریٹر بلدیہ، پرنسپل گورنمنٹ ڈگری کالج بوائز ڈڈیال۔ شدید خطرات لاحق ہیں اور وہاں پہلے سے موجود کینیڈین شہریوں کو انخلا چاہئے۔ کینیڈا نے کہا ہے کہ متحدہ عرب امارات، بحرین اور کویت کا سفر کرنے والے شہریوں کو انتہائی: [601, 488, 707, 754]
article-text: کپتان ٹام لیتھم کا ساتھ دینے جیت راول آئے اور دونوں کھلاڑیوں نے مزید 49 رنز کی شراکت قائم کی، 117 کے مجموعی اسکور پر جیت راول 31 رنز بنا کر لیتھم لائن کی گیند پر ایل بی ڈبلیو قرار دے گئے۔ سامنے آ رہا ہے وہیں امریکہ میں بھی اس حملے کے خلاف آوازیں ابھر رہی ہیں۔ گئے۔ 68 رنز پر پہلی وکٹ گرنے کے بعد قائم مقام کپتان ٹام لیتھم کا ساتھ دینے جیت: [829, 742, 953, 868]
continuation-number: 83: [603, 1274, 633, 1293]
continuation-label: بقیہ: [438, 1045, 473, 1064]
eagle-icon: [696, 52, 748, 78]
continuation-number: 85: [486, 95, 516, 114]
continuation-box: [131, 486, 238, 509]
signatory: Sahibzada Muhammad Zahid Additional Treasurer / Secretary Central Purchase Committee Secretariat MUST, Sector B/3 Mirpur A.K Email: - Dy.treasurer@must.edu.pk.com Ph: 05827-961046 /05827-961040/ 42 124 Fax: 05827-961039: [192, 1489, 333, 1562]
continuation-label: بقیہ: [915, 1254, 950, 1273]
continuation-label: بقیہ: [438, 185, 473, 204]
continuation-number: 107: [16, 930, 46, 949]
article-text: [128, 1024, 241, 1025]
continuation-label: بقیہ: [783, 1298, 818, 1317]
continuation-label: بقیہ: [670, 1274, 705, 1293]
logo-english: Daily SHAHEEN Mirpur: [869, 39, 946, 46]
column-1: [10, 22, 126, 1027]
continuation-label: بقیہ: [670, 1460, 705, 1479]
article-text: سعید نے میڈیا سے گفتگو کے دوران بتایا کہ پاکستان میں سیاسی جماعتیں بات عوام: [484, 1179, 592, 1213]
continuation-label: بقیہ: [555, 1155, 590, 1174]
continuation-label: بقیہ: [783, 1052, 818, 1071]
continuation-label: بقیہ: [555, 95, 590, 114]
column-7: [712, 488, 824, 1585]
continuation-box: [365, 183, 475, 206]
continuation-number: 102: [133, 488, 163, 507]
ad-ref-code: AJK-MR-153-D-20: [37, 1515, 153, 1530]
continuation-number: 86: [486, 480, 516, 499]
continuation-box: [601, 1458, 707, 1481]
continuation-number: 88: [486, 1155, 516, 1174]
article-text: فلپس نے 52 رنز کی مزاحمتی اننگز کھیلی لیکن دوسرے اینڈ سے کوئی بھی بلے باز ان کا ساتھ نہ دے سکا اور پوری ٹیم 251 رنز بنا کر ڈھیر ہو گئی۔ آسٹریلیا نے پہلی اننگز میں 454 رنز بنائے تھے۔ نیوزی لینڈ کو پانچوں نقصان اٹھانا پڑا جب گل اسٹارک نے 9 رنز بنانے والے بی جے واٹلنگ کی وکٹیں بکھیر دیں۔ گلین فلپس نے 52 رنز کی مزاحمتی اننگز کھیلی لیکن دوسرے اینڈ سے کوئی بھی بلے باز ان کا ساتھ نہ دے سکا اور پوری ٹیم 251 رنز بنا کر ڈھیر ہو گئی۔ آسٹریلیا نے پہلی اننگز میں 454 رنز بنائے: [247, 506, 355, 702]
office-address: آفس نمبر 207 فرمان پلازہ چوک شہیداں میرپور آزاد کشمیر: [693, 24, 865, 50]
article-text: پہلی وکٹ گرنے کے بعد قائم مقام کپتان ٹام لیتھم کا ساتھ دینے جیت راول آئے اور دونوں کھلاڑیوں نے مزید 49 رنز کی شراکت قائم کی، 117 کے مجموعی اسکور پر جیت: [829, 1442, 953, 1499]
tender-title: TENDER NOTICE (AT/P/02/2020): [107, 1131, 314, 1152]
article-text: جے واٹلنگ کی وکٹیں بکھیر دیں۔ گلین فلپس نے 52 رنز کی مزاحمتی اننگز کھیلی لیکن دوسرے اینڈ سے کوئی بھی بلے باز ان کا ساتھ نہ دے سکا اور پوری ٹیم 251 رنز بنا کر ڈھیر ہو گئی۔ آسٹریلیا نے پہلی اننگز میں 454 رنز بنائے تھے۔ نیوزی لینڈ کو پانچوں نقصان اٹھانا پڑا جب گل اسٹارک نے 9 رنز بنانے والے بی جے واٹلنگ کی وکٹیں بکھیر دیں۔ گلین فلپس نے 52 رنز کی مزاحمتی اننگز کھیلی لیکن دوسرے اینڈ: [247, 802, 356, 963]
logo-urdu: شاہین: [870, 48, 950, 76]
article-text: مطابق بھارتیہ جنتا پارٹی شہریت اور شہریوں کے قومی اندراج جیسے متنازع قوانین کے ذریعے مسلمانوں کو کھلے عام نشانہ بنا رہی ہے۔ پاکستان کی عوام کشمیریوں کے ساتھ کھڑی ہے اور ہر فورم پر ان کی آواز بلند کرتی رہے گی۔ اور: [716, 1322, 820, 1425]
continuation-label: بقیہ: [783, 544, 818, 563]
editor-name: چیف ایڈیٹر: خالد چودھری: [878, 77, 942, 84]
article-text: لاحق ہیں اور وہاں پہلے سے موجود کینیڈین شہریوں کو انخلا چاہئے۔ کینیڈا نے کہا ہے کہ متحدہ عرب امارات، بحرین اور کویت کا سفر کرنے والے شہریوں کو انتہائی احتیاط برتنا چاہئے۔ کینیڈا کے وزیر دفاع ہرجیت سجن نے بتایا کہ کینیڈا میں عارضی طور پر عراق میں کینیڈا کا ملٹری ٹریننگ مشن کو معطل کر دیا۔ اشفر شاہد ایڈووکیٹ، خواجہ نذیر حسین سابق ایڈمنسٹریٹر بلدیہ، پرنسپل گورنمنٹ ڈگری کالج بوائز ڈڈیال۔ شدید خطرات لاحق ہیں اور وہاں پہلے سے موجود کینیڈین شہریوں کو انخلا چاہئے۔ کینیڈا نے کہا ہے کہ متحدہ عرب امارات، بحرین اور کویت کا سفر کرنے والے شہریوں کو انتہائی احتیاط برتنا چاہئے۔ کینیڈا کے وزیر دفاع ہرجیت سجن نے بتایا کہ کینیڈا میں عارضی طور پر عراق میں کینیڈا کا ملٹری ٹریننگ مشن کو معطل: [601, 946, 707, 1258]
items-table: S# Particulars / description of item Quantity 01 Student Bus 54 to 60 seater. 8000 CC to 10000 CC / 240-280 hp, Non AC, manufactured with standard specs with high quality. (Hino, Isuzu or Equivalent) 01 02 (Ambulance) Toyota Hiace or Equivalent, AC with all accessories 01: [23, 1202, 345, 1263]
continuation-box: [716, 660, 820, 683]
continuation-box: [365, 408, 475, 431]
continuation-label: بقیہ: [783, 913, 818, 932]
tagline: میرپور سے شائع ہونے والا کثیر الاشاعت روزنامہ: [866, 24, 954, 38]
article-text: کی کرتی ہیں۔ لیگ کے راہنما شیخ عبداللطیف، لبریشن لیگ کے مرکزی سیکرٹری مالیات چوہدری اختر حسین، محسن شفیق، خواجہ محمد شریف، حاجی محمد حنیف قریشی، عبدالمنصور چغتائی، ڈاکٹر محمد اختر حسین اور چوہدری لیاقت سے اظہار افسوس کیا۔ میں غریب علاقوں میں فری میڈیکل کیمپ اور بچوں میں مفت کتابیں تقسیم کی جائیں گی۔ پاکستان جمہوری لیگ کے مرکزی چیئرمین راجہ زمان سعید نے میڈیا سے گفتگو کے دوران بتایا کہ پاکستان میں سیاسی جماعتیں بات عوام کی کرتی ہیں۔ لیگ کے راہنما شیخ عبداللطیف، لبریشن لیگ کے مرکزی سیکرٹری مالیات چوہدری اختر حسین، محسن شفیق، خواجہ محمد شریف، حاجی محمد حنیف قریشی، عبدالمنصور چغتائی، ڈاکٹر محمد اختر حسین اور چوہدری لیاقت سے اظہار افسوس کیا۔ میں غریب علاقوں میں فری میڈیکل کیمپ اور بچوں میں مفت کتابیں تقسیم کی جائیں گی۔ پاکستان جمہوری لیگ کے مرکزی چیئرمین راجہ زمان: [484, 759, 592, 1140]
column-2: [127, 22, 242, 1027]
continuation-box: [131, 904, 238, 927]
article-text: کر ریلی نکالی جائیگی۔ ریلی میں تمام سیاسی، سماجی، مذہبی، تاجر اور وکلاء تنظیموں کے نمائندگان شرکت کریں گے۔ خلاف احتجاج ہوا جس میں شرکاء نے بھارتی مظالم کی بھرپور مذمت کی، یوم حق خودارادیت منانے، مقبوضہ کشمیر کی عوام کے ساتھ اظہار یکجہتی اقوام متحدہ اور عالمی برادری کی توجہ کشمیریوں کو مبذول کرنے کے حوالے سے آج صبح 10 بجے ڈی سی آفس کے سامنے اکٹھے ہو کر ریلی نکالی جائیگی۔ ریلی میں تمام سیاسی، سماجی، مذہبی، تاجر اور وکلاء تنظیموں کے نمائندگان شرکت کریں گے۔ خلاف احتجاج ہوا جس میں شرکاء نے بھارتی مظالم کی بھرپور مذمت کی، یوم حق خودارادیت منانے، مقبوضہ کشمیر کی عوام کے ساتھ اظہار یکجہتی اقوام متحدہ اور عالمی برادری کی توجہ کشمیریوں کو مبذول کرنے کے حوالے سے آج صبح 10 بجے ڈی سی آفس کے سامنے اکٹھے ہو کر ریلی نکالی جائیگی۔ ریلی میں تمام سیاسی، سماجی، مذہبی، تاجر اور وکلاء تنظیموں کے نمائندگان شرکت: [131, 512, 238, 893]
